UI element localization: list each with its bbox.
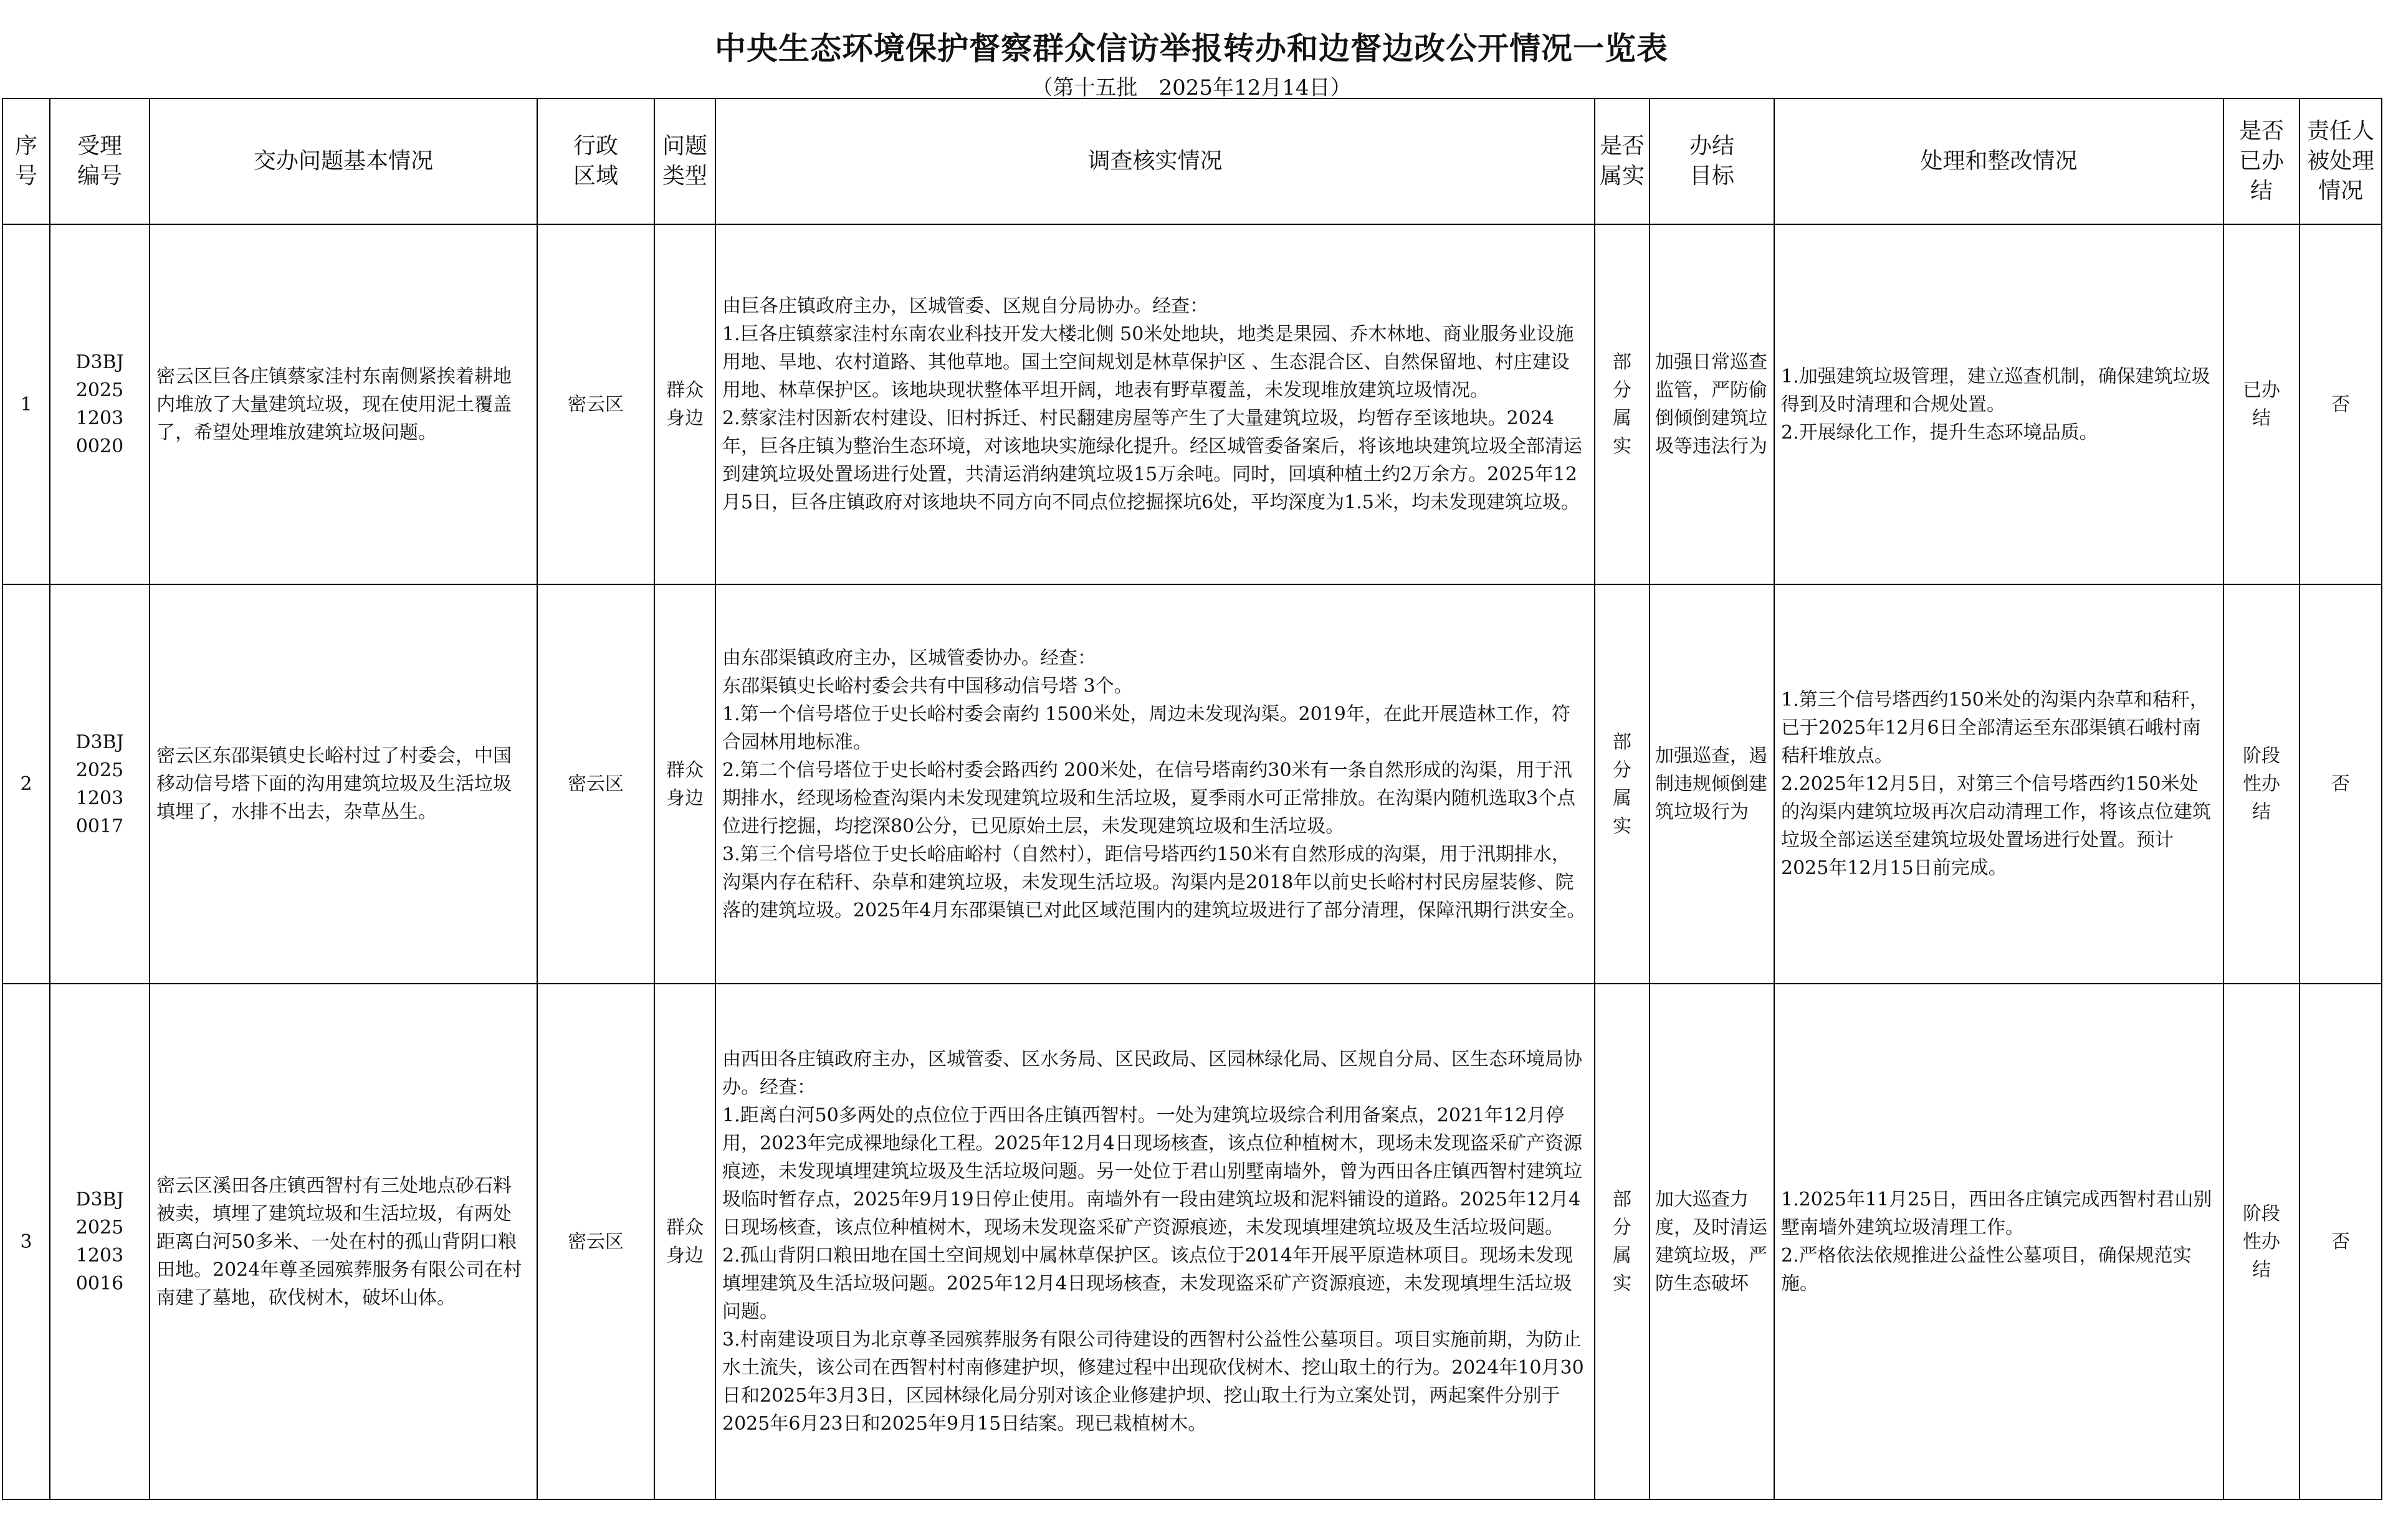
row-closed: 阶段性办结 (2223, 584, 2299, 984)
row-seq: 2 (2, 584, 50, 984)
row-investigation (715, 584, 1595, 984)
row-seq: 1 (2, 224, 50, 584)
row-region: 密云区 (537, 584, 654, 984)
row-investigation (715, 984, 1595, 1500)
row-seq: 3 (2, 984, 50, 1500)
handling-line: 1.2025年11月25日，西田各庄镇完成西智村君山别墅南墙外建筑垃圾清理工作。 (1781, 1189, 2212, 1238)
handling-line: 2.2025年12月5日，对第三个信号塔西约150米处的沟渠内建筑垃圾再次启动清理工作，将该点位建筑垃圾全部运送至建筑垃圾处置场进行处置。预计2025年12月15日前完成。 (1781, 773, 2211, 879)
investigation-line: 2.孤山背阴口粮田地在国土空间规划中属林草保护区。该点位于2014年开展平原造林项目。现场未发现填埋建筑及生活垃圾问题。2025年12月4日现场核查，未发现盗采矿产资源痕迹，未发现填埋生活垃圾问题。 (722, 1245, 1573, 1323)
row-issue: 密云区溪田各庄镇西智村有三处地点砂石料被卖，填埋了建筑垃圾和生活垃圾，有两处距离白河50多米、一处在村的孤山背阴口粮田地。2024年尊圣园殡葬服务有限公司在村南建了墓地，砍伐树木，破坏山体。 (150, 984, 537, 1500)
row-closed: 阶段性办结 (2223, 984, 2299, 1500)
row-handling (1774, 224, 2223, 584)
header-investigation: 调查核实情况 (715, 98, 1595, 224)
row-handling (1774, 584, 2223, 984)
handling-line: 2.严格依法依规推进公益性公墓项目，确保规范实施。 (1781, 1245, 2192, 1295)
row-accountability: 否 (2299, 224, 2382, 584)
page-title: 中央生态环境保护督察群众信访举报转办和边督边改公开情况一览表 (715, 30, 1668, 67)
header-target: 办结目标 (1650, 98, 1774, 224)
row-target: 加强日常巡查监管，严防偷倒倾倒建筑垃圾等违法行为 (1650, 224, 1774, 584)
header-code: 受理编号 (50, 98, 150, 224)
report-table (2, 98, 2382, 1500)
handling-line: 1.第三个信号塔西约150米处的沟渠内杂草和秸秆，已于2025年12月6日全部清运至东邵渠镇石峨村南秸秆堆放点。 (1781, 689, 2209, 767)
investigation-line: 1.巨各庄镇蔡家洼村东南农业科技开发大楼北侧 50米处地块，地类是果园、乔木林地、商业服务业设施用地、旱地、农村道路、其他草地。国土空间规划是林草保护区 、生态混合区、自然保留地、村庄建设用地、林草保护区。该地块现状整体平坦开阔，地表有野草覆盖，未发现堆放建筑垃圾情况。 (722, 323, 1574, 401)
investigation-line: 东邵渠镇史长峪村委会共有中国移动信号塔 3个。 (722, 675, 1133, 697)
header-region: 行政区域 (537, 98, 654, 224)
row-target: 加强巡查，遏制违规倾倒建筑垃圾行为 (1650, 584, 1774, 984)
investigation-line: 由巨各庄镇政府主办，区城管委、区规自分局协办。经查： (722, 295, 1208, 317)
row-investigation (715, 224, 1595, 584)
row-code: D3BJ20251203 0016 (50, 984, 150, 1500)
row-issue: 密云区东邵渠镇史长峪村过了村委会，中国移动信号塔下面的沟用建筑垃圾及生活垃圾填埋了，水排不出去，杂草丛生。 (150, 584, 537, 984)
row-closed: 已办结 (2223, 224, 2299, 584)
row-code: D3BJ20251203 0017 (50, 584, 150, 984)
investigation-line: 3.村南建设项目为北京尊圣园殡葬服务有限公司待建设的西智村公益性公墓项目。项目实施前期，为防止水土流失，该公司在西智村村南修建护坝，修建过程中出现砍伐树木、挖山取土的行为。2024年10月30日和2025年3月3日，区园林绿化局分别对该企业修建护坝、挖山取土行为立案处罚，两起案件分别于2025年6月23日和2025年9月15日结案。现已栽植树木。 (722, 1329, 1584, 1435)
header-seq: 序号 (2, 98, 50, 224)
page-subtitle: （第十五批 2025年12月14日） (1031, 75, 1352, 100)
row-verified: 部分属实 (1595, 984, 1650, 1500)
table-row (2, 224, 2382, 584)
row-type: 群众身边 (654, 584, 715, 984)
row-target: 加大巡查力度，及时清运建筑垃圾，严防生态破坏 (1650, 984, 1774, 1500)
header-row (2, 98, 2382, 224)
row-verified: 部分属实 (1595, 224, 1650, 584)
header-issue: 交办问题基本情况 (150, 98, 537, 224)
header-accountability: 责任人被处理情况 (2299, 98, 2382, 224)
header-type: 问题类型 (654, 98, 715, 224)
table-row (2, 984, 2382, 1500)
row-accountability: 否 (2299, 584, 2382, 984)
row-type: 群众身边 (654, 224, 715, 584)
investigation-line: 2.蔡家洼村因新农村建设、旧村拆迁、村民翻建房屋等产生了大量建筑垃圾，均暂存至该地块。2024年，巨各庄镇为整治生态环境，对该地块实施绿化提升。经区城管委备案后，将该地块建筑垃圾全部清运到建筑垃圾处置场进行处置，共清运消纳建筑垃圾15万余吨。同时，回填种植土约2万余方。2025年12月5日，巨各庄镇政府对该地块不同方向不同点位挖掘探坑6处，平均深度为1.5米，均未发现建筑垃圾。 (722, 407, 1582, 513)
table-row (2, 584, 2382, 984)
investigation-line: 2.第二个信号塔位于史长峪村委会路西约 200米处，在信号塔南约30米有一条自然形成的沟渠，用于汛期排水，经现场检查沟渠内未发现建筑垃圾和生活垃圾，夏季雨水可正常排放。在沟渠内随机选取3个点位进行挖掘，均挖深80公分，已见原始土层，未发现建筑垃圾和生活垃圾。 (722, 759, 1576, 837)
handling-line: 2.开展绿化工作，提升生态环境品质。 (1781, 421, 2098, 444)
row-type: 群众身边 (654, 984, 715, 1500)
row-region: 密云区 (537, 224, 654, 584)
investigation-line: 1.距离白河50多两处的点位位于西田各庄镇西智村。一处为建筑垃圾综合利用备案点，2021年12月停用，2023年完成裸地绿化工程。2025年12月4日现场核查，该点位种植树木，现场未发现盗采矿产资源痕迹，未发现填埋建筑垃圾及生活垃圾问题。另一处位于君山别墅南墙外，曾为西田各庄镇西智村建筑垃圾临时暂存点，2025年9月19日停止使用。南墙外有一段由建筑垃圾和泥料铺设的道路。2025年12月4日现场核查，该点位种植树木，现场未发现盗采矿产资源痕迹，未发现填埋建筑垃圾及生活垃圾问题。 (722, 1105, 1582, 1238)
row-handling (1774, 984, 2223, 1500)
header-verified: 是否属实 (1595, 98, 1650, 224)
investigation-line: 由东邵渠镇政府主办，区城管委协办。经查： (722, 647, 1096, 669)
row-accountability: 否 (2299, 984, 2382, 1500)
investigation-line: 1.第一个信号塔位于史长峪村委会南约 1500米处，周边未发现沟渠。2019年，在此开展造林工作，符合园林用地标准。 (722, 703, 1570, 753)
investigation-line: 由西田各庄镇政府主办，区城管委、区水务局、区民政局、区园林绿化局、区规自分局、区生态环境局协办。经查： (722, 1048, 1582, 1098)
row-issue: 密云区巨各庄镇蔡家洼村东南侧紧挨着耕地内堆放了大量建筑垃圾，现在使用泥土覆盖了，希望处理堆放建筑垃圾问题。 (150, 224, 537, 584)
header-handling: 处理和整改情况 (1774, 98, 2223, 224)
header-closed: 是否已办结 (2223, 98, 2299, 224)
row-region: 密云区 (537, 984, 654, 1500)
handling-line: 1.加强建筑垃圾管理，建立巡查机制，确保建筑垃圾得到及时清理和合规处置。 (1781, 365, 2210, 416)
investigation-line: 3.第三个信号塔位于史长峪庙峪村（自然村），距信号塔西约150米有自然形成的沟渠，用于汛期排水，沟渠内存在秸秆、杂草和建筑垃圾，未发现生活垃圾。沟渠内是2018年以前史长峪村村民房屋装修、院落的建筑垃圾。2025年4月东邵渠镇已对此区域范围内的建筑垃圾进行了部分清理，保障汛期行洪安全。 (722, 843, 1586, 921)
row-verified: 部分属实 (1595, 584, 1650, 984)
row-code: D3BJ20251203 0020 (50, 224, 150, 584)
